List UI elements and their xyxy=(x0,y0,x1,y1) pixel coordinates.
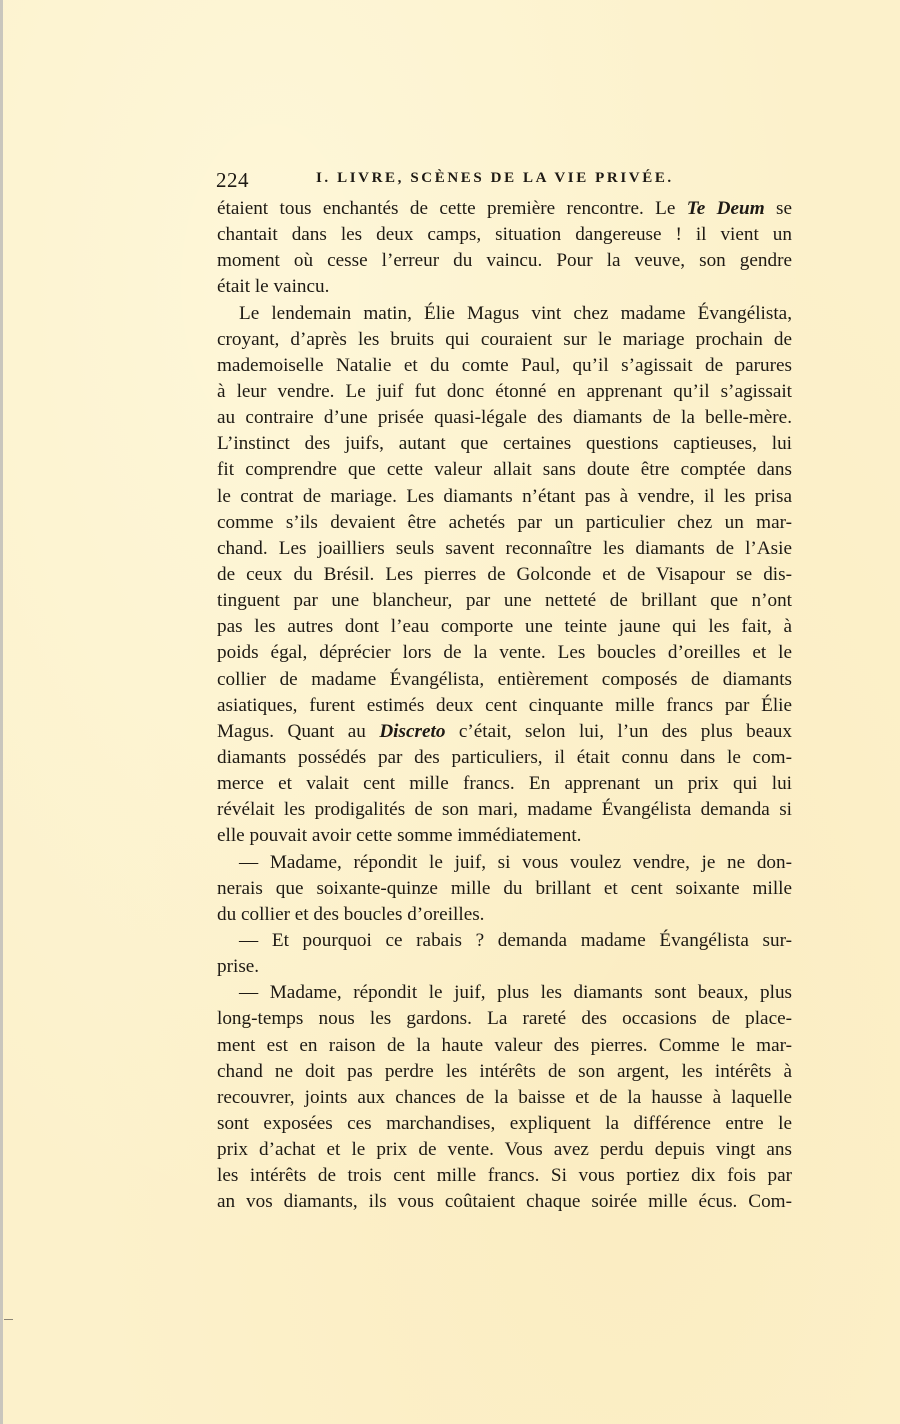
line-text: au contraire d’une prisée quasi-légale des diamants de la belle-mère. xyxy=(217,407,792,429)
line-text: les intérêts de trois cent mille francs. Si vous portiez dix fois par xyxy=(217,1165,792,1187)
line-text: asiatiques, furent estimés deux cent cinquante mille francs par Élie xyxy=(217,694,792,716)
line-text: long-temps nous les gardons. La rareté des occasions de place- xyxy=(217,1008,792,1030)
line-text: L’instinct des juifs, autant que certaines questions captieuses, lui xyxy=(217,433,792,455)
line-text: moment où cesse l’erreur du vaincu. Pour la veuve, son gendre xyxy=(217,250,792,272)
line-text: — Madame, répondit le juif, si vous voulez vendre, je ne don- xyxy=(239,851,792,873)
text-line xyxy=(217,667,792,693)
line-text: pas les autres dont l’eau comporte une teinte jaune qui les fait, à xyxy=(217,616,792,638)
text-line xyxy=(217,431,792,457)
text-line xyxy=(217,484,792,510)
line-text: croyant, d’après les bruits qui couraient sur le mariage prochain de xyxy=(217,328,792,350)
line-text: — Et pourquoi ce rabais ? demanda madame Évangélista sur- xyxy=(239,929,792,951)
running-head xyxy=(216,168,796,194)
italic-term: Te Deum xyxy=(686,198,765,219)
text-line xyxy=(217,693,792,719)
text-line xyxy=(217,745,792,771)
line-text: poids égal, déprécier lors de la vente. Les boucles d’oreilles et le xyxy=(217,642,792,664)
text-line xyxy=(217,588,792,614)
line-text: nerais que soixante-quinze mille du brillant et cent soixante mille xyxy=(217,877,792,899)
line-text: prise. xyxy=(217,956,260,978)
text-line xyxy=(217,797,792,823)
text-line xyxy=(217,457,792,483)
line-text: le contrat de mariage. Les diamants n’étant pas à vendre, il les prisa xyxy=(217,485,792,507)
line-text: recouvrer, joints aux chances de la baisse et de la hausse à laquelle xyxy=(217,1086,792,1108)
text-line xyxy=(217,823,792,849)
line-text: était le vaincu. xyxy=(217,276,330,298)
text-line xyxy=(217,771,792,797)
line-text: collier de madame Évangélista, entièrement composés de diamants xyxy=(217,668,792,690)
line-text: ment est en raison de la haute valeur des pierres. Comme le mar- xyxy=(217,1034,792,1056)
text-line xyxy=(217,928,792,954)
margin-mark xyxy=(4,1319,13,1320)
text-line xyxy=(217,1059,792,1085)
text-line xyxy=(217,1137,792,1163)
text-line xyxy=(217,405,792,431)
line-text-after: c’était, selon lui, l’un des plus beaux xyxy=(445,720,792,742)
text-line xyxy=(217,1085,792,1111)
line-text: tinguent par une blancheur, par une netteté de brillant que n’ont xyxy=(217,590,792,612)
line-text: — Madame, répondit le juif, plus les diamants sont beaux, plus xyxy=(239,982,792,1004)
line-text: comme s’ils devaient être achetés par un particulier chez un mar- xyxy=(217,511,792,533)
text-line xyxy=(217,614,792,640)
text-line xyxy=(217,954,792,980)
text-line xyxy=(217,327,792,353)
text-line xyxy=(217,379,792,405)
text-line xyxy=(217,719,792,745)
line-text: fit comprendre que cette valeur allait sans doute être comptée dans xyxy=(217,459,792,481)
line-text: merce et valait cent mille francs. En apprenant un prix qui lui xyxy=(217,773,792,795)
line-text: an vos diamants, ils vous coûtaient chaque soirée mille écus. Com- xyxy=(217,1191,792,1213)
text-line xyxy=(217,562,792,588)
line-text: mademoiselle Natalie et du comte Paul, qu’il s’agissait de parures xyxy=(217,354,792,376)
page-number: 224 xyxy=(216,168,249,192)
scan-edge xyxy=(0,0,3,1424)
line-text: Le lendemain matin, Élie Magus vint chez madame Évangélista, xyxy=(239,302,792,324)
text-line xyxy=(217,353,792,379)
line-text: chand ne doit pas perdre les intérêts de son argent, les intérêts à xyxy=(217,1060,792,1082)
text-line xyxy=(217,876,792,902)
running-head-title: I. LIVRE, SCÈNES DE LA VIE PRIVÉE. xyxy=(316,170,674,186)
text-line xyxy=(217,510,792,536)
italic-term: Discreto xyxy=(379,720,446,742)
line-text: prix d’achat et le prix de vente. Vous avez perdu depuis vingt ans xyxy=(217,1139,792,1161)
line-text: Magus. Quant au xyxy=(217,720,380,742)
text-line xyxy=(217,850,792,876)
text-line xyxy=(217,1006,792,1032)
line-text: diamants possédés par des particuliers, il était connu dans le com- xyxy=(217,746,792,768)
text-line xyxy=(217,1033,792,1059)
line-text: sont exposées ces marchandises, expliquent la différence entre le xyxy=(217,1112,792,1134)
text-line xyxy=(217,1189,792,1215)
line-text: à leur vendre. Le juif fut donc étonné en apprenant qu’il s’agissait xyxy=(217,380,792,402)
text-line xyxy=(217,196,792,222)
text-line xyxy=(217,1163,792,1189)
text-line xyxy=(217,640,792,666)
text-line xyxy=(217,536,792,562)
text-line xyxy=(217,222,792,248)
text-line xyxy=(217,980,792,1006)
text-line xyxy=(217,274,792,300)
line-text: révélait les prodigalités de son mari, madame Évangélista demanda si xyxy=(217,799,792,821)
line-text: de ceux du Brésil. Les pierres de Golconde et de Visapour se dis- xyxy=(217,563,792,585)
text-line xyxy=(217,301,792,327)
text-line xyxy=(217,1111,792,1137)
body-text xyxy=(217,196,792,1215)
line-text: chand. Les joailliers seuls savent reconnaître les diamants de l’Asie xyxy=(217,537,792,559)
text-line xyxy=(217,902,792,928)
line-text: elle pouvait avoir cette somme immédiatement. xyxy=(217,825,582,847)
line-text: chantait dans les deux camps, situation dangereuse ! il vient un xyxy=(217,224,792,246)
text-line xyxy=(217,248,792,274)
line-text: étaient tous enchantés de cette première rencontre. Le xyxy=(217,198,687,219)
line-text-after: se xyxy=(764,198,792,219)
line-text: du collier et des boucles d’oreilles. xyxy=(217,903,485,925)
